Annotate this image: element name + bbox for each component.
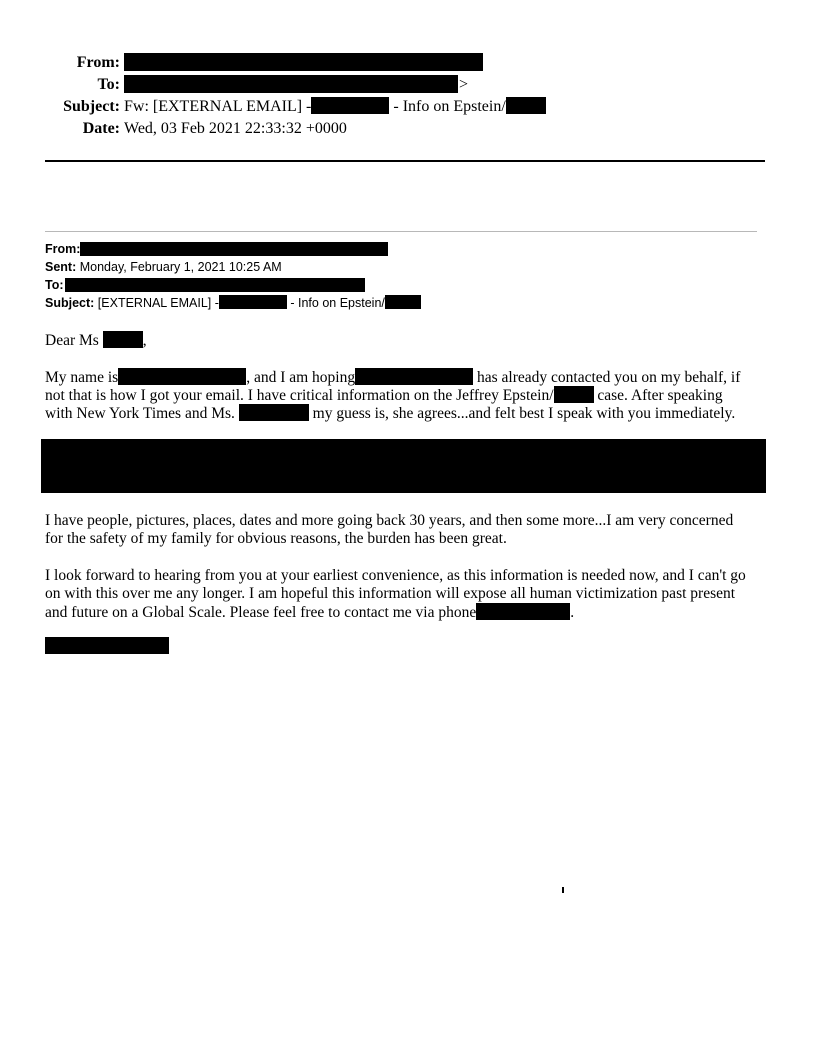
text: has already contacted you on my behalf, if <box>473 369 741 386</box>
fw-subject-redaction-2 <box>385 295 421 309</box>
fw-subject-row <box>45 294 421 312</box>
fw-from-redaction <box>80 242 388 256</box>
paragraph-3-line-3 <box>45 603 574 622</box>
name-redaction <box>118 368 246 385</box>
fw-to-redaction <box>65 278 365 292</box>
text: , and I am hoping <box>246 369 356 386</box>
subject-label: Subject: <box>63 98 120 115</box>
date-label: Date: <box>82 120 120 137</box>
date-value: Wed, 03 Feb 2021 22:33:32 +0000 <box>124 120 347 137</box>
text: with New York Times and Ms. <box>45 405 239 422</box>
text: not that is how I got your email. I have critical information on the Jeffrey Epstein/ <box>45 387 554 404</box>
from-label: From: <box>76 54 120 71</box>
paragraph-3-line-1: I look forward to hearing from you at your earliest convenience, as this information is needed now, and I can't go <box>45 567 746 584</box>
text: my guess is, she agrees...and felt best I speak with you immediately. <box>308 405 736 422</box>
fw-subject-prefix: [EXTERNAL EMAIL] - <box>97 296 219 310</box>
paragraph-1-line-1 <box>45 368 740 387</box>
to-label: To: <box>97 76 120 93</box>
fw-subject-mid: - Info on Epstein/ <box>286 296 385 310</box>
subject-value <box>124 97 546 117</box>
fw-subject-redaction <box>219 295 287 309</box>
text: . <box>570 604 575 621</box>
to-redaction <box>124 75 458 93</box>
greeting-suffix: , <box>142 332 147 349</box>
phone-redaction <box>476 603 570 620</box>
ms-name-redaction <box>239 404 309 421</box>
to-suffix: > <box>459 76 469 93</box>
block-redaction <box>41 439 766 493</box>
subject-mid: - Info on Epstein/ <box>389 98 506 115</box>
text: My name is <box>45 369 119 386</box>
fw-to-row <box>45 276 64 294</box>
from-redaction <box>124 53 483 71</box>
subject-redaction <box>311 97 389 114</box>
greeting-redaction <box>103 331 143 348</box>
contact-redaction <box>355 368 473 385</box>
case-redaction <box>554 386 594 403</box>
text: case. After speaking <box>593 387 723 404</box>
signature-redaction <box>45 637 169 654</box>
header-divider <box>45 160 765 162</box>
paragraph-1-line-3 <box>45 404 735 423</box>
text: and future on a Global Scale. Please feel free to contact me via phone <box>45 604 477 621</box>
greeting-prefix: Dear Ms <box>45 332 103 349</box>
fw-from-row <box>45 240 80 258</box>
stray-mark <box>562 887 564 893</box>
forward-divider <box>45 231 757 232</box>
paragraph-2-line-1: I have people, pictures, places, dates and more going back 30 years, and then some more...I am very concerned <box>45 512 734 529</box>
fw-from-label: From: <box>45 242 81 256</box>
fw-to-label: To: <box>45 278 64 292</box>
subject-prefix: Fw: [EXTERNAL EMAIL] - <box>124 98 312 115</box>
paragraph-1-line-2 <box>45 386 723 405</box>
subject-redaction-2 <box>506 97 546 114</box>
fw-sent-label: Sent: <box>45 260 77 274</box>
paragraph-2-line-2: for the safety of my family for obvious reasons, the burden has been great. <box>45 530 507 547</box>
fw-sent-value: Monday, February 1, 2021 10:25 AM <box>79 260 282 274</box>
fw-subject-label: Subject: <box>45 296 95 310</box>
fw-sent-row <box>45 258 282 276</box>
greeting <box>45 331 147 350</box>
paragraph-3-line-2: on with this over me any longer. I am hopeful this information will expose all human victimization past present <box>45 585 736 602</box>
